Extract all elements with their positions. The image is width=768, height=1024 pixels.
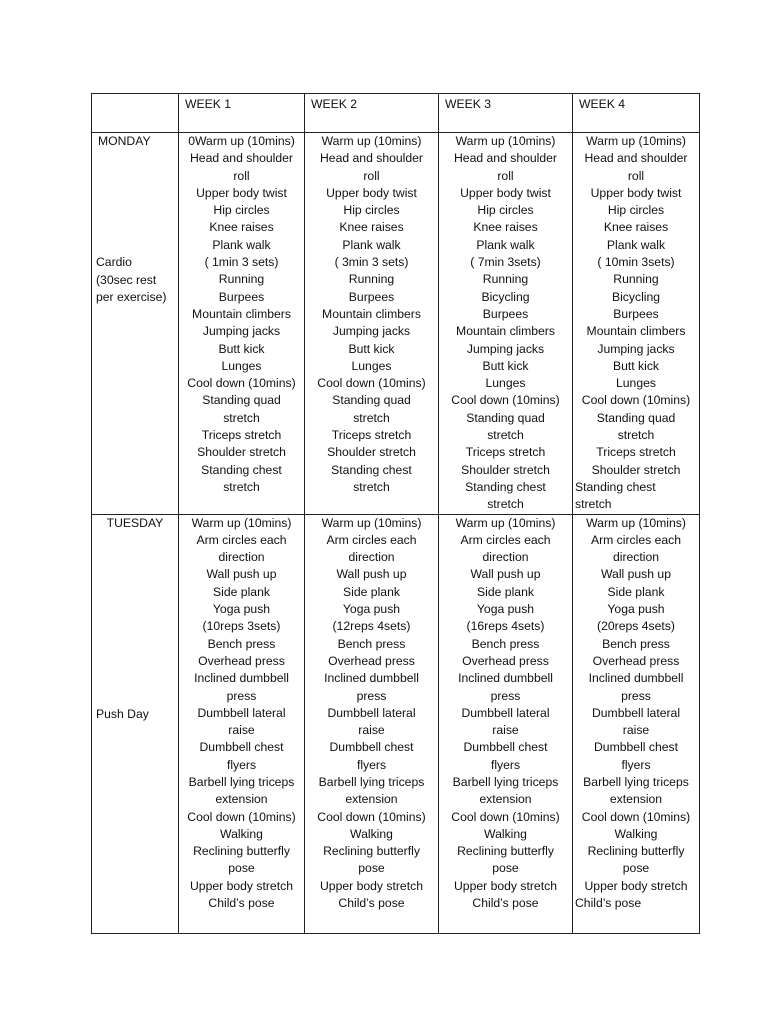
exercise-cell (305, 133, 439, 515)
exercise-line: Yoga push (607, 602, 665, 617)
exercise-line: Standing chest (201, 462, 282, 477)
exercise-line: (20reps 4sets) (597, 619, 675, 634)
exercise-line: Dumbbell lateral (197, 705, 286, 720)
exercise-line: flyers (356, 757, 387, 772)
exercise-line: press (356, 688, 387, 703)
exercise-line: Inclined dumbbell (458, 671, 553, 686)
exercise-line: raise (492, 723, 519, 738)
exercise-line: Overhead press (198, 653, 285, 668)
exercise-line: Yoga push (342, 602, 401, 617)
exercise-line: Child’s pose (575, 896, 642, 911)
exercise-line: Inclined dumbbell (324, 671, 419, 686)
exercise-line: Lunges (485, 376, 526, 391)
exercise-line: flyers (621, 757, 651, 772)
exercise-line: Walking (220, 826, 263, 841)
exercise-line: Barbell lying triceps (188, 774, 295, 789)
exercise-line: pose (622, 861, 650, 876)
exercise-line: pose (228, 861, 255, 876)
exercise-line: Knee raises (339, 220, 404, 235)
exercise-line: Wall push up (336, 567, 407, 582)
day-name: MONDAY (98, 134, 151, 148)
exercise-line: Dumbbell chest (594, 740, 678, 755)
exercise-line: Barbell lying triceps (583, 774, 689, 789)
exercise-line: Head and shoulder (584, 151, 688, 166)
exercise-cell (179, 514, 305, 933)
exercise-line: Warm up (10mins) (321, 134, 422, 148)
exercise-line: Warm up (10mins) (455, 134, 556, 148)
exercise-line: Walking (350, 826, 393, 841)
header-week-2: WEEK 2 (305, 94, 439, 133)
exercise-line: Child’s pose (338, 896, 405, 911)
exercise-line: Standing quad (466, 410, 545, 425)
exercise-line: Knee raises (603, 220, 669, 235)
exercise-line: Bench press (602, 636, 670, 651)
exercise-line: Running (348, 272, 395, 287)
exercise-line: Mountain climbers (586, 324, 686, 339)
exercise-line: Child’s pose (472, 896, 539, 911)
exercise-line: Walking (614, 826, 658, 841)
exercise-cell (439, 514, 573, 933)
exercise-line: roll (627, 168, 645, 183)
exercise-line: Standing quad (332, 393, 411, 408)
exercise-line: pose (358, 861, 385, 876)
exercise-line: Standing quad (202, 393, 281, 408)
exercise-line: extension (345, 792, 398, 807)
exercise-line: Triceps stretch (331, 428, 412, 443)
exercise-line: Lunges (616, 376, 656, 391)
exercise-line: Dumbbell chest (463, 740, 548, 755)
exercise-line: raise (358, 723, 385, 738)
exercise-line: direction (612, 550, 660, 565)
exercise-line: raise (622, 723, 650, 738)
exercise-line: Arm circles each (590, 532, 682, 547)
exercise-line: Wall push up (600, 567, 671, 582)
exercise-line: stretch (617, 428, 655, 443)
exercise-line: Upper body stretch (320, 878, 423, 893)
exercise-line: Side plank (343, 584, 400, 599)
exercise-line: Overhead press (462, 653, 549, 668)
exercise-line: extension (215, 792, 268, 807)
exercise-line: Cool down (10mins) (451, 809, 560, 824)
exercise-line: Dumbbell chest (329, 740, 414, 755)
exercise-line: Running (613, 272, 659, 287)
exercise-line: Barbell lying triceps (318, 774, 425, 789)
exercise-line: Butt kick (612, 358, 660, 373)
exercise-line: roll (233, 168, 250, 183)
exercise-line: Child’s pose (208, 896, 275, 911)
exercise-line: Cool down (10mins) (317, 376, 426, 391)
exercise-line: stretch (487, 497, 524, 512)
exercise-line: Triceps stretch (465, 445, 546, 460)
day-description: Cardio (30sec rest per exercise) (96, 255, 167, 305)
exercise-line: Lunges (351, 358, 392, 373)
workout-table (91, 93, 700, 934)
exercise-line: Cool down (10mins) (317, 809, 426, 824)
exercise-line: stretch (575, 497, 612, 512)
exercise-line: Warm up (10mins) (455, 515, 556, 530)
exercise-line: Plank walk (606, 237, 666, 252)
exercise-line: Reclining butterfly (587, 844, 685, 859)
exercise-line: Running (482, 272, 529, 287)
exercise-line: pose (492, 861, 519, 876)
exercise-line: Triceps stretch (201, 428, 282, 443)
exercise-cell (305, 514, 439, 933)
exercise-line: Upper body twist (590, 185, 682, 200)
exercise-line: direction (218, 550, 265, 565)
exercise-line: Warm up (10mins) (586, 134, 686, 148)
exercise-line: Knee raises (209, 220, 274, 235)
exercise-line: Reclining butterfly (323, 844, 420, 859)
exercise-line: Inclined dumbbell (194, 671, 289, 686)
exercise-line: Barbell lying triceps (452, 774, 559, 789)
exercise-line: Lunges (221, 358, 262, 373)
exercise-line: Side plank (213, 584, 270, 599)
exercise-line: Burpees (613, 306, 659, 321)
exercise-line: press (490, 688, 521, 703)
exercise-line: direction (348, 550, 395, 565)
exercise-line: Jumping jacks (597, 341, 675, 356)
exercise-line: Yoga push (476, 602, 535, 617)
exercise-line: ( 3min 3 sets) (334, 255, 409, 270)
exercise-line: Running (218, 272, 265, 287)
exercise-line: Dumbbell chest (199, 740, 284, 755)
exercise-line: Upper body stretch (454, 878, 557, 893)
exercise-line: Knee raises (473, 220, 538, 235)
exercise-line: roll (497, 168, 514, 183)
exercise-line: Upper body stretch (584, 878, 688, 893)
exercise-line: Mountain climbers (456, 324, 555, 339)
exercise-line: direction (482, 550, 529, 565)
exercise-line: Hip circles (477, 203, 534, 218)
exercise-line: Shoulder stretch (591, 462, 681, 477)
exercise-line: Cool down (10mins) (187, 809, 296, 824)
exercise-line: Standing quad (596, 410, 676, 425)
exercise-line: Plank walk (212, 237, 271, 252)
day-cell-monday (92, 133, 179, 515)
exercise-line: Head and shoulder (454, 151, 557, 166)
exercise-line: Warm up (10mins) (586, 515, 686, 530)
exercise-line: stretch (353, 479, 390, 494)
exercise-line: Shoulder stretch (327, 445, 416, 460)
exercise-line: Side plank (607, 584, 665, 599)
exercise-cell (179, 133, 305, 515)
exercise-line: Butt kick (218, 341, 265, 356)
header-week-1: WEEK 1 (179, 94, 305, 133)
exercise-line: Arm circles each (460, 532, 551, 547)
exercise-line: Plank walk (476, 237, 535, 252)
exercise-line: Triceps stretch (596, 445, 676, 460)
exercise-line: 0Warm up (10mins) (188, 134, 295, 148)
exercise-cell (573, 133, 700, 515)
table-row-monday (92, 133, 700, 515)
exercise-line: Burpees (482, 306, 529, 321)
exercise-line: Butt kick (482, 358, 529, 373)
exercise-line: Cool down (10mins) (581, 393, 691, 408)
exercise-line: Inclined dumbbell (588, 671, 684, 686)
exercise-line: Wall push up (206, 567, 277, 582)
exercise-line: roll (363, 168, 380, 183)
exercise-line: ( 10min 3sets) (597, 255, 675, 270)
exercise-line: Head and shoulder (190, 151, 293, 166)
exercise-line: Butt kick (348, 341, 395, 356)
exercise-line: Overhead press (592, 653, 680, 668)
exercise-line: stretch (223, 410, 260, 425)
exercise-line: Burpees (218, 289, 265, 304)
exercise-line: Side plank (477, 584, 534, 599)
table-row-tuesday (92, 514, 700, 933)
exercise-line: Standing chest (331, 462, 412, 477)
exercise-line: Cool down (10mins) (451, 393, 560, 408)
exercise-line: Upper body stretch (190, 878, 293, 893)
header-week-4: WEEK 4 (573, 94, 700, 133)
exercise-line: Jumping jacks (202, 324, 281, 339)
exercise-line: Shoulder stretch (461, 462, 550, 477)
exercise-line: extension (479, 792, 532, 807)
exercise-line: Dumbbell lateral (591, 705, 681, 720)
exercise-line: ( 1min 3 sets) (204, 255, 279, 270)
exercise-line: Mountain climbers (192, 306, 291, 321)
exercise-line: extension (609, 792, 663, 807)
exercise-line: Bench press (471, 636, 540, 651)
workout-schedule (91, 93, 699, 934)
exercise-line: Overhead press (328, 653, 415, 668)
exercise-line: stretch (223, 479, 260, 494)
exercise-line: stretch (353, 410, 390, 425)
exercise-line: Arm circles each (196, 532, 287, 547)
day-name: TUESDAY (106, 515, 164, 530)
exercise-line: Plank walk (342, 237, 401, 252)
exercise-line: (10reps 3sets) (202, 619, 281, 634)
exercise-line: (16reps 4sets) (466, 619, 545, 634)
exercise-line: Head and shoulder (320, 151, 423, 166)
exercise-line: flyers (226, 757, 257, 772)
exercise-line: flyers (490, 757, 521, 772)
header-cell-blank (92, 94, 179, 133)
exercise-line: Standing chest (465, 479, 546, 494)
exercise-line: Cool down (10mins) (581, 809, 691, 824)
header-week-3: WEEK 3 (439, 94, 573, 133)
exercise-cell (573, 514, 700, 933)
exercise-line: Jumping jacks (466, 341, 545, 356)
exercise-line: Arm circles each (326, 532, 417, 547)
exercise-line: Yoga push (212, 602, 271, 617)
exercise-line: Warm up (10mins) (191, 515, 292, 530)
exercise-line: (12reps 4sets) (332, 619, 411, 634)
exercise-line: Bicycling (611, 289, 661, 304)
exercise-line: Dumbbell lateral (461, 705, 550, 720)
exercise-line: Burpees (348, 289, 395, 304)
exercise-line: Standing chest (575, 479, 656, 494)
exercise-line: Wall push up (470, 567, 541, 582)
exercise-line: press (226, 688, 257, 703)
exercise-line: stretch (487, 428, 524, 443)
header-row (92, 94, 700, 133)
exercise-line: Hip circles (607, 203, 665, 218)
exercise-line: Shoulder stretch (197, 445, 286, 460)
exercise-line: Hip circles (213, 203, 270, 218)
exercise-line: Dumbbell lateral (327, 705, 416, 720)
exercise-line: Warm up (10mins) (321, 515, 422, 530)
exercise-line: Bench press (207, 636, 276, 651)
exercise-line: Cool down (10mins) (187, 376, 296, 391)
day-description: Push Day (96, 706, 149, 721)
exercise-line: press (621, 688, 651, 703)
exercise-line: Walking (484, 826, 527, 841)
exercise-line: Bicycling (481, 289, 530, 304)
exercise-line: Upper body twist (460, 185, 551, 200)
exercise-line: Upper body twist (326, 185, 417, 200)
exercise-cell (439, 133, 573, 515)
exercise-line: ( 7min 3sets) (470, 255, 541, 270)
exercise-line: Upper body twist (196, 185, 287, 200)
exercise-line: Jumping jacks (332, 324, 411, 339)
exercise-line: Reclining butterfly (457, 844, 554, 859)
exercise-line: raise (228, 723, 255, 738)
day-cell-tuesday (92, 514, 179, 933)
exercise-line: Bench press (337, 636, 406, 651)
exercise-line: Reclining butterfly (193, 844, 290, 859)
exercise-line: Hip circles (343, 203, 400, 218)
exercise-line: Mountain climbers (322, 306, 421, 321)
